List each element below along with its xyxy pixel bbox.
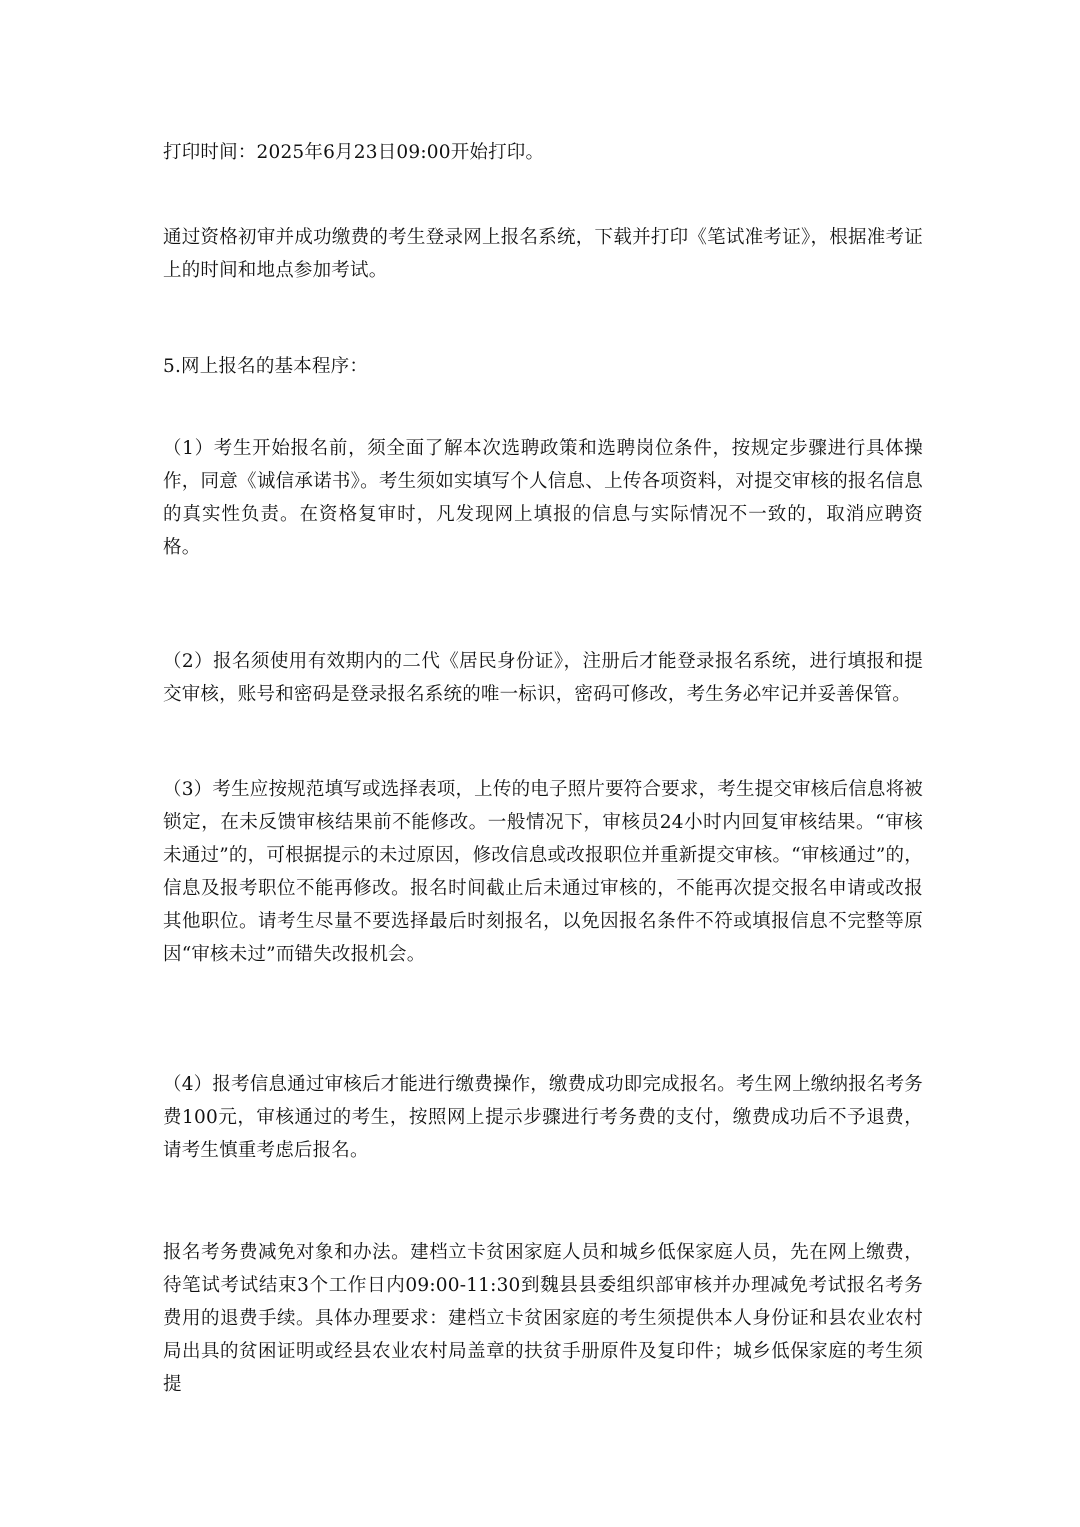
admission-ticket-paragraph: 通过资格初审并成功缴费的考生登录网上报名系统，下载并打印《笔试准考证》，根据准考证上的时间和地点参加考试。: [163, 227, 923, 281]
fee-waiver-paragraph: 报名考务费减免对象和办法。建档立卡贫困家庭人员和城乡低保家庭人员，先在网上缴费，待笔试考试结束3个工作日内09:00-11:30到魏县县委组织部审核并办理减免考试报名考务费用的退费手续。具体办理要求：建档立卡贫困家庭的考生须提供本人身份证和县农业农村局出具的贫困证明或经县农业农村局盖章的扶贫手册原件及复印件；城乡低保家庭的考生须提: [163, 1242, 923, 1395]
print-time-paragraph: 打印时间：2025年6月23日09:00开始打印。: [163, 142, 545, 163]
step-4-paragraph: （4）报考信息通过审核后才能进行缴费操作，缴费成功即完成报名。考生网上缴纳报名考务费100元，审核通过的考生，按照网上提示步骤进行考务费的支付，缴费成功后不予退费，请考生慎重考虑后报名。: [163, 1074, 923, 1161]
step-1-paragraph: （1）考生开始报名前，须全面了解本次选聘政策和选聘岗位条件，按规定步骤进行具体操作，同意《诚信承诺书》。考生须如实填写个人信息、上传各项资料，对提交审核的报名信息的真实性负责。在资格复审时，凡发现网上填报的信息与实际情况不一致的，取消应聘资格。: [163, 438, 923, 558]
section-heading-online-registration: 5.网上报名的基本程序：: [163, 356, 369, 377]
step-3-paragraph: （3）考生应按规范填写或选择表项，上传的电子照片要符合要求，考生提交审核后信息将被锁定，在未反馈审核结果前不能修改。一般情况下，审核员24小时内回复审核结果。“审核未通过”的，可根据提示的未过原因，修改信息或改报职位并重新提交审核。“审核通过”的，信息及报考职位不能再修改。报名时间截止后未通过审核的，不能再次提交报名申请或改报其他职位。请考生尽量不要选择最后时刻报名，以免因报名条件不符或填报信息不完整等原因“审核未过”而错失改报机会。: [163, 779, 923, 965]
step-2-paragraph: （2）报名须使用有效期内的二代《居民身份证》，注册后才能登录报名系统，进行填报和提交审核，账号和密码是登录报名系统的唯一标识，密码可修改，考生务必牢记并妥善保管。: [163, 651, 923, 705]
